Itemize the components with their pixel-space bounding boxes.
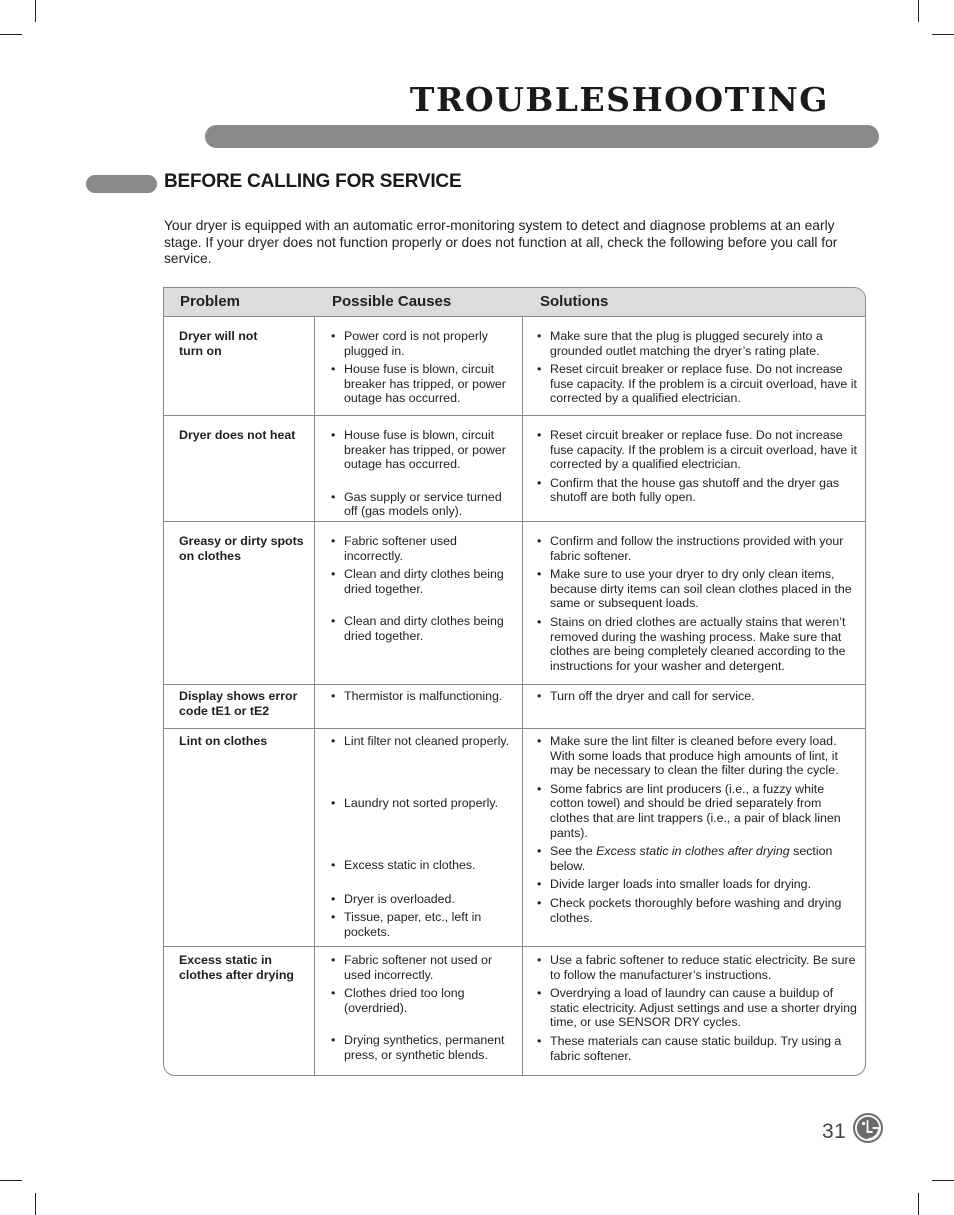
cause-item: • House fuse is blown, circuit breaker has tripped, or power outage has occurred. bbox=[331, 362, 518, 406]
solution-item: • Some fabrics are lint producers (i.e., a fuzzy white cotton towel) and should be dried separately from clothes that are lint trappers (i.e., a pair of black linen pants). bbox=[537, 782, 861, 840]
cause-item: • Thermistor is malfunctioning. bbox=[331, 689, 518, 704]
solution-item: • Make sure to use your dryer to dry only clean items, because dirty items can soil clean clothes placed in the same or subsequent loads. bbox=[537, 567, 861, 611]
problem-label bbox=[179, 428, 310, 443]
table-row bbox=[164, 729, 865, 947]
problem-label bbox=[179, 734, 310, 749]
header-problem: Problem bbox=[180, 293, 241, 310]
causes-cell bbox=[315, 729, 523, 946]
cause-item: • Fabric softener not used or used incorrectly. bbox=[331, 953, 518, 982]
section-title: BEFORE CALLING FOR SERVICE bbox=[164, 171, 462, 192]
header-causes: Possible Causes bbox=[332, 293, 452, 310]
crop-mark bbox=[35, 0, 36, 22]
solution-item: • Make sure the lint filter is cleaned before every load. With some loads that produce high amounts of lint, it may be necessary to clean the filter during the cycle. bbox=[537, 734, 861, 778]
page-title: TROUBLESHOOTING bbox=[409, 80, 829, 119]
solution-item: • Confirm and follow the instructions provided with your fabric softener. bbox=[537, 534, 861, 563]
solution-item: • These materials can cause static buildup. Try using a fabric softener. bbox=[537, 1034, 861, 1063]
cause-item: • Laundry not sorted properly. bbox=[331, 796, 518, 811]
solution-item: • Confirm that the house gas shutoff and the dryer gas shutoff are both fully open. bbox=[537, 476, 861, 505]
problem-cell bbox=[164, 317, 315, 415]
solution-item: • Divide larger loads into smaller loads for drying. bbox=[537, 877, 861, 892]
cross-reference-text: Excess static in clothes after drying bbox=[596, 844, 790, 859]
crop-mark bbox=[0, 1180, 22, 1181]
cause-item: • Gas supply or service turned off (gas models only). bbox=[331, 490, 518, 519]
problem-line: on clothes bbox=[179, 548, 241, 563]
cause-item: • Clean and dirty clothes being dried together. bbox=[331, 567, 518, 596]
problem-line: Display shows error bbox=[179, 689, 298, 703]
cause-item: • Power cord is not properly plugged in. bbox=[331, 329, 518, 358]
solutions-cell bbox=[523, 947, 865, 1075]
problem-line: code tE1 or tE2 bbox=[179, 703, 270, 718]
troubleshooting-table bbox=[163, 287, 866, 1076]
problem-line: Dryer will not bbox=[179, 329, 258, 343]
solution-item bbox=[537, 844, 861, 873]
cause-item: • Excess static in clothes. bbox=[331, 858, 518, 873]
solutions-cell bbox=[523, 317, 865, 415]
problem-cell bbox=[164, 729, 315, 946]
problem-label bbox=[179, 534, 310, 563]
cause-item: • House fuse is blown, circuit breaker has tripped, or power outage has occurred. bbox=[331, 428, 518, 472]
problem-label bbox=[179, 689, 310, 718]
solutions-cell bbox=[523, 522, 865, 684]
problem-cell bbox=[164, 685, 315, 728]
problem-cell bbox=[164, 416, 315, 521]
cause-item: • Lint filter not cleaned properly. bbox=[331, 734, 518, 749]
problem-line: turn on bbox=[179, 343, 222, 358]
problem-line: Dryer does not heat bbox=[179, 428, 296, 442]
cause-item: • Clean and dirty clothes being dried together. bbox=[331, 614, 518, 643]
section-pill bbox=[86, 175, 157, 193]
solution-item: • Use a fabric softener to reduce static electricity. Be sure to follow the manufacturer’s instructions. bbox=[537, 953, 861, 982]
header-solutions: Solutions bbox=[540, 293, 609, 310]
solution-text: section below. bbox=[550, 844, 833, 873]
crop-mark bbox=[932, 34, 954, 35]
problem-label bbox=[179, 329, 310, 358]
crop-mark bbox=[932, 1180, 954, 1181]
causes-cell bbox=[315, 947, 523, 1075]
table-row bbox=[164, 416, 865, 522]
solution-item: • Check pockets thoroughly before washing and drying clothes. bbox=[537, 896, 861, 925]
solution-item: • Reset circuit breaker or replace fuse. Do not increase fuse capacity. If the problem is a circuit overload, have it corrected by a qualified electrician. bbox=[537, 428, 861, 472]
problem-line: Lint on clothes bbox=[179, 734, 268, 748]
causes-cell bbox=[315, 416, 523, 521]
page-number: 31 bbox=[822, 1120, 847, 1143]
table-header bbox=[164, 288, 865, 317]
cause-item: • Drying synthetics, permanent press, or synthetic blends. bbox=[331, 1033, 518, 1062]
solutions-cell bbox=[523, 416, 865, 521]
table-row bbox=[164, 685, 865, 729]
cause-item: • Clothes dried too long (overdried). bbox=[331, 986, 518, 1015]
problem-cell bbox=[164, 947, 315, 1075]
problem-label bbox=[179, 953, 310, 982]
causes-cell bbox=[315, 317, 523, 415]
solution-item: • Overdrying a load of laundry can cause a buildup of static electricity. Adjust settings and use a shorter drying time, or use SENSOR DRY cycles. bbox=[537, 986, 861, 1030]
table-row bbox=[164, 522, 865, 685]
crop-mark bbox=[918, 1193, 919, 1215]
solution-item: • Reset circuit breaker or replace fuse. Do not increase fuse capacity. If the problem is a circuit overload, have it corrected by a qualified electrician. bbox=[537, 362, 861, 406]
crop-mark bbox=[0, 34, 22, 35]
cause-item: • Fabric softener used incorrectly. bbox=[331, 534, 518, 563]
solution-item: • Make sure that the plug is plugged securely into a grounded outlet matching the dryer’s rating plate. bbox=[537, 329, 861, 358]
solution-item: • Turn off the dryer and call for service. bbox=[537, 689, 861, 704]
solution-item: • Stains on dried clothes are actually stains that weren’t removed during the washing process. Make sure that clothes are being completely cleaned according to the instructions for your washer and detergent. bbox=[537, 615, 861, 673]
problem-line: clothes after drying bbox=[179, 967, 294, 982]
table-row bbox=[164, 947, 865, 1075]
table-row bbox=[164, 317, 865, 416]
problem-line: Excess static in bbox=[179, 953, 272, 967]
problem-line: Greasy or dirty spots bbox=[179, 534, 304, 548]
title-bar bbox=[205, 125, 879, 148]
solutions-cell bbox=[523, 729, 865, 946]
cause-item: • Tissue, paper, etc., left in pockets. bbox=[331, 910, 518, 939]
solutions-cell bbox=[523, 685, 865, 728]
crop-mark bbox=[918, 0, 919, 22]
cause-item: • Dryer is overloaded. bbox=[331, 892, 518, 907]
crop-mark bbox=[35, 1193, 36, 1215]
causes-cell bbox=[315, 522, 523, 684]
solution-text: See the bbox=[550, 844, 597, 859]
intro-paragraph: Your dryer is equipped with an automatic error-monitoring system to detect and diagnose problems at an early stage. If your dryer does not function properly or does not function at all, check the following before you call for service. bbox=[164, 218, 838, 266]
problem-cell bbox=[164, 522, 315, 684]
lg-logo-icon bbox=[852, 1112, 884, 1144]
causes-cell bbox=[315, 685, 523, 728]
